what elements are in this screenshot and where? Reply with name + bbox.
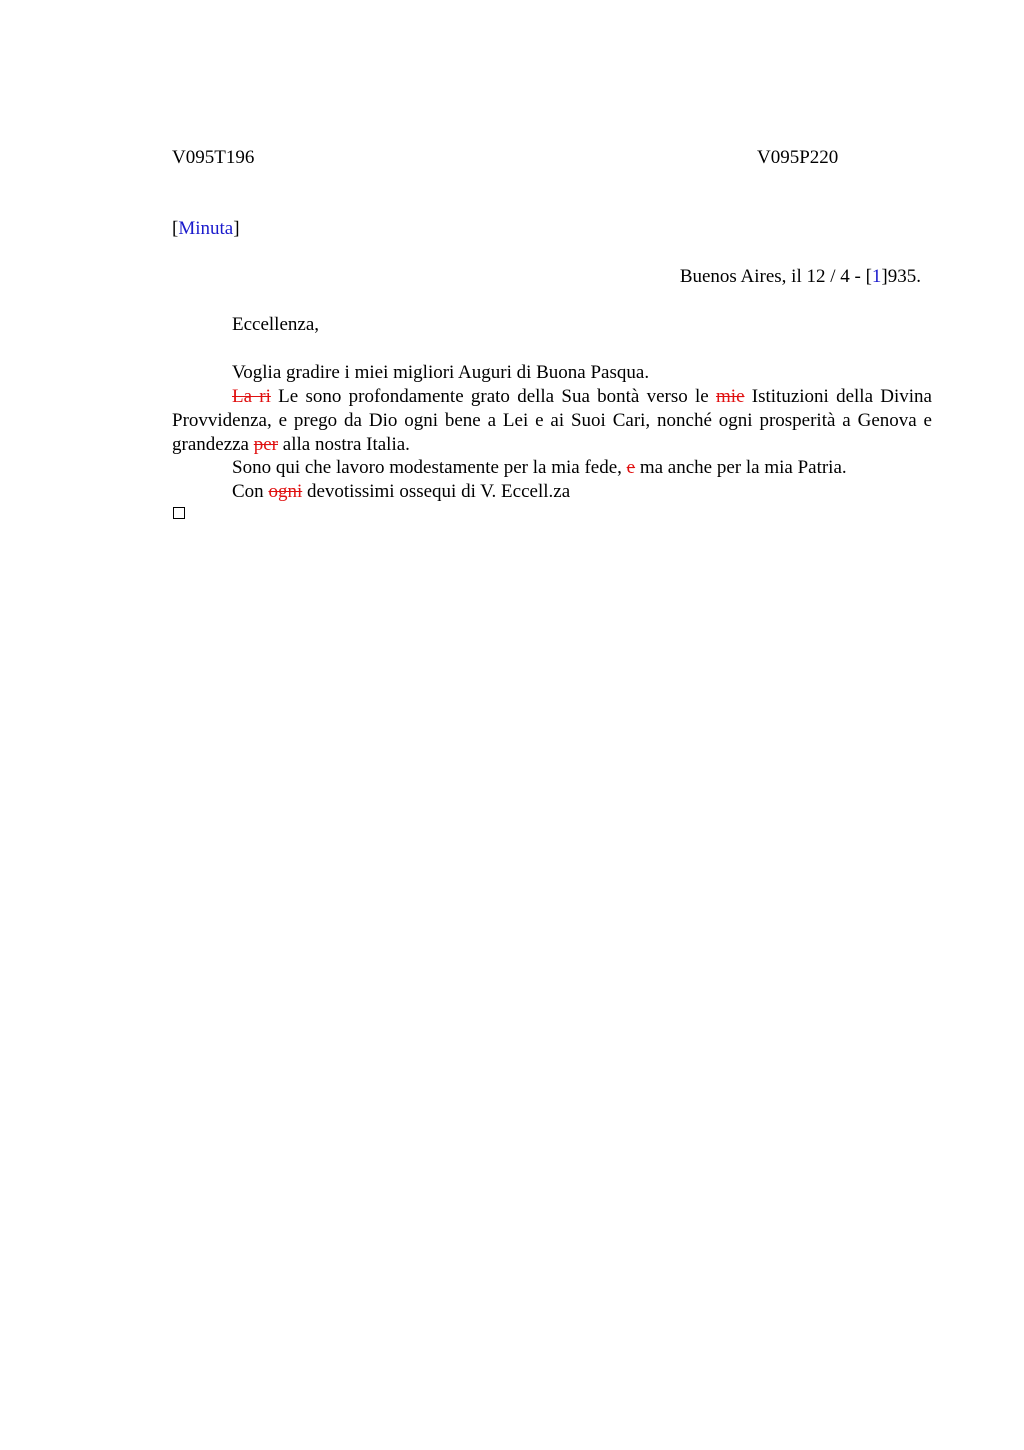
bracket-close: ] xyxy=(233,218,240,239)
paragraph-text: Con xyxy=(232,481,269,502)
date-prefix: Buenos Aires, il 12 / 4 - [ xyxy=(679,266,872,287)
deleted-text: ogni xyxy=(268,481,303,502)
paragraph-4 xyxy=(172,480,932,504)
paragraph-text: devotissimi ossequi di V. Eccell.za xyxy=(302,481,571,502)
date-note-link[interactable]: 1 xyxy=(871,266,882,287)
deleted-text: e xyxy=(626,457,636,478)
paragraph-text: Istituzioni della Divina Provvidenza, e prego da Dio ogni bene a Lei e ai Suoi Cari, nonché ogni prosperità a Genova e grandezza xyxy=(172,386,932,455)
paragraph-2 xyxy=(172,385,932,457)
paragraph-1: Voglia gradire i miei migliori Auguri di Buona Pasqua. xyxy=(232,362,650,383)
document-ref-left: V095T196 xyxy=(172,147,255,168)
paragraph-text: Le sono profondamente grato della Sua bontà verso le xyxy=(270,386,717,407)
document-ref-right: V095P220 xyxy=(757,147,839,168)
salutation: Eccellenza, xyxy=(232,314,320,335)
paragraph-text: alla nostra Italia. xyxy=(278,434,410,455)
paragraph-3 xyxy=(172,456,932,480)
letter-date xyxy=(680,265,921,289)
date-suffix: ]935. xyxy=(881,266,921,287)
paragraph-text: ma anche per la mia Patria. xyxy=(635,457,847,478)
deleted-text: La ri xyxy=(232,386,271,407)
checkbox-icon[interactable] xyxy=(173,507,185,519)
minuta-tag xyxy=(172,217,240,241)
bracket-open: [ xyxy=(172,218,179,239)
minuta-link[interactable]: Minuta xyxy=(178,218,234,239)
deleted-text: per xyxy=(253,434,279,455)
deleted-text: mie xyxy=(716,386,745,407)
paragraph-text: Sono qui che lavoro modestamente per la mia fede, xyxy=(232,457,627,478)
